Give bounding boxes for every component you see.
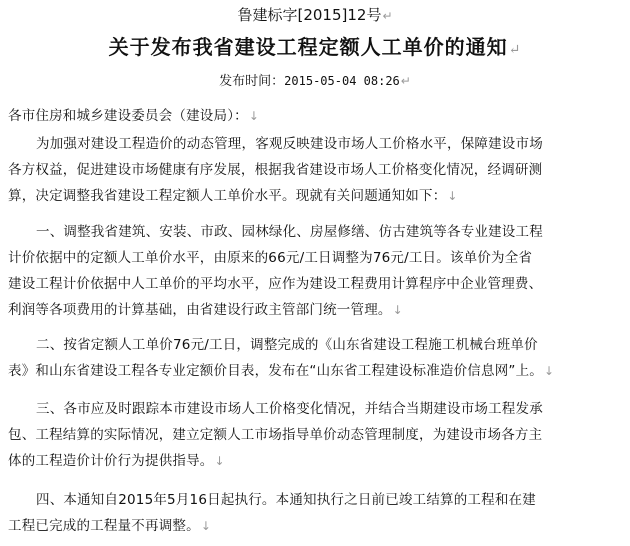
line-break-icon: ↓	[392, 303, 403, 317]
salutation: 各市住房和城乡建设委员会（建设局）：↓	[8, 108, 260, 124]
body-line: 一、调整我省建筑、安装、市政、园林绿化、房屋修缮、仿古建筑等各专业建设工程	[36, 224, 543, 240]
body-line: 计价依据中的定额人工单价水平，由原来的66元/工日调整为76元/工日。该单价为全省	[8, 250, 533, 266]
body-line: 二、按省定额人工单价76元/工日，调整完成的《山东省建设工程施工机械台班单价	[36, 337, 538, 353]
body-line: 表》和山东省建设工程各专业定额价目表，发布在“山东省工程建设标准造价信息网”上。↓	[8, 363, 555, 379]
body-line: 利润等各项费用的计算基础，由省建设行政主管部门统一管理。↓	[8, 302, 403, 318]
body-line: 四、本通知自2015年5月16日起执行。本通知执行之日前已竣工结算的工程和在建	[36, 492, 536, 508]
publish-time	[0, 72, 630, 91]
publish-time-label: 发布时间：	[219, 74, 285, 89]
paragraph-mark-icon: ↵	[382, 9, 393, 23]
body-line: 各方权益，促进建设市场健康有序发展，根据我省建设市场人工价格变化情况，经调研测	[8, 162, 543, 178]
line-break-icon: ↓	[200, 519, 212, 533]
publish-time-value: 2015-05-04 08:26	[284, 74, 400, 88]
line-break-icon: ↓	[544, 364, 555, 378]
document-number: 鲁建标字[2015]12号↵	[237, 6, 393, 24]
body-line: 体的工程造价计价行为提供指导。↓	[8, 453, 225, 469]
body-line: 包、工程结算的实际情况，建立定额人工市场指导单价动态管理制度，为建设市场各方主	[8, 427, 543, 443]
body-line: 工程已完成的工程量不再调整。↓	[8, 518, 212, 534]
line-break-icon: ↓	[447, 189, 458, 203]
line-break-icon: ↓	[214, 454, 225, 468]
body-line: 算，决定调整我省建设工程定额人工单价水平。现就有关问题通知如下：↓	[8, 188, 458, 204]
body-line: 建设工程计价依据中人工单价的平均水平，应作为建设工程费用计算程序中企业管理费、	[8, 276, 543, 292]
paragraph-mark-icon: ↵	[508, 42, 522, 58]
paragraph-mark-icon: ↵	[400, 74, 411, 88]
body-line: 三、各市应及时跟踪本市建设市场人工价格变化情况，并结合当期建设市场工程发承	[36, 401, 543, 417]
line-break-icon: ↓	[248, 109, 260, 123]
page-title: 关于发布我省建设工程定额人工单价的通知↵	[108, 35, 522, 59]
body-line: 为加强对建设工程造价的动态管理，客观反映建设市场人工价格水平，保障建设市场	[36, 136, 543, 152]
